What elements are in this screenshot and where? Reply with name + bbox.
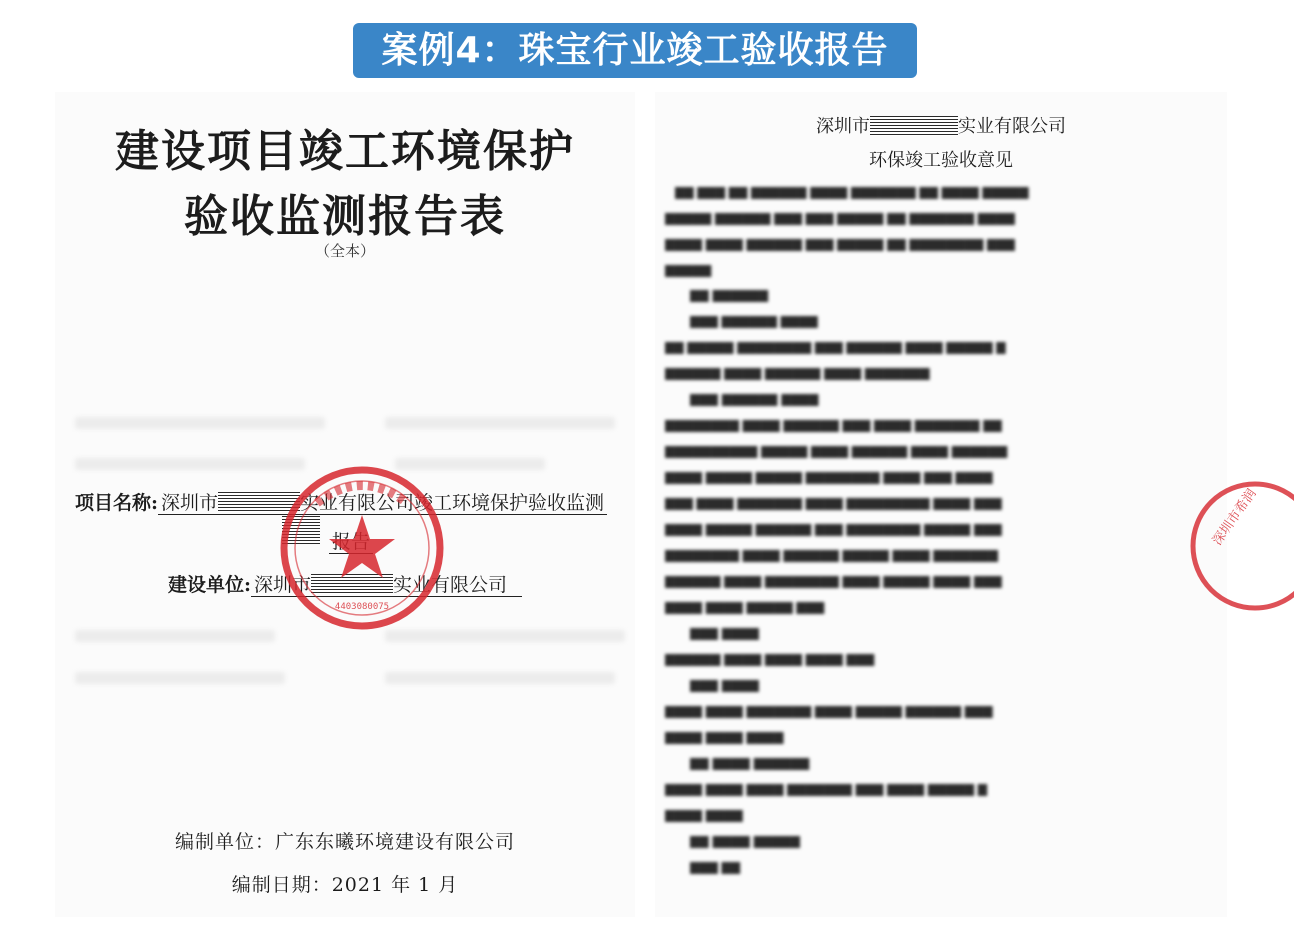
report-title-line-1: 建设项目竣工环境保护 xyxy=(115,126,575,177)
prepared-date: 编制日期：2021 年 1 月 xyxy=(231,874,459,896)
page-title-banner: 案例4：珠宝行业竣工验收报告 xyxy=(353,23,917,78)
builder-suffix: 实业有限公司 xyxy=(393,574,508,596)
blurred-paragraph-line: ████ ████ ████ xyxy=(665,732,784,744)
seal-text: 深圳市希润 xyxy=(1209,486,1260,549)
document-title: 环保竣工验收意见 xyxy=(869,150,1013,171)
blurred-paragraph-line: ██████ ████ ████ ████ ███ xyxy=(665,654,875,666)
blurred-paragraph-line: ████ ████ ████ ███████ ███ ████ █████ █ xyxy=(665,784,988,796)
blurred-paragraph-line: ████ ████ xyxy=(665,810,743,822)
blurred-paragraph-line: ██████ ████ ██████ ████ ███████ xyxy=(665,368,930,380)
prepared-by: 编制单位：广东东曦环境建设有限公司 xyxy=(174,831,515,853)
blurred-heading: ███ ████ xyxy=(690,628,759,640)
blurred-paragraph-line: ████ █████ █████ ████████ ████ ███ ████ xyxy=(665,472,993,484)
blurred-paragraph-line: ████ ████ █████ ███ xyxy=(665,602,825,614)
blurred-heading: ██ ████ █████ xyxy=(690,836,800,848)
project-name-prefix: 深圳市 xyxy=(161,492,219,514)
company-name-heading xyxy=(655,112,1227,138)
builder-label: 建设单位: xyxy=(168,574,252,596)
blurred-heading: ███ ██████ ████ xyxy=(690,316,818,328)
project-name-suffix: 实业有限公司竣工环境保护验收监测 xyxy=(300,492,605,514)
blurred-paragraph-line: ████████ ████ ██████ ███ ████ ███████ ██ xyxy=(665,420,1002,432)
report-cover-document xyxy=(55,92,635,917)
company-seal xyxy=(277,463,447,633)
acceptance-opinion-document xyxy=(655,92,1260,917)
blurred-paragraph-line: ██████████ █████ ████ ██████ ████ ██████ xyxy=(665,446,1008,458)
blurred-heading: ███ ██████ ████ xyxy=(690,394,819,406)
seal-number: 4403080075 xyxy=(334,602,390,612)
blurred-paragraph-line: ██████ ████ ████████ ████ █████ ████ ███ xyxy=(665,576,1002,588)
redaction-bar xyxy=(870,116,958,136)
blurred-heading: ███ ████ xyxy=(690,680,759,692)
blurred-paragraph-line: ██ ███ ██ ██████ ████ ███████ ██ ████ █████ xyxy=(675,187,1029,199)
company-name-prefix: 深圳市 xyxy=(816,116,870,137)
blurred-paragraph-line: ████ ████ ██████ ███ █████ ██ ████████ ███ xyxy=(665,239,1015,251)
blurred-heading: ███ ██ xyxy=(690,862,740,874)
blurred-heading: ██ ██████ xyxy=(690,290,769,302)
bleed-through-text xyxy=(75,630,275,642)
project-name-label: 项目名称: xyxy=(75,492,159,514)
bleed-through-text xyxy=(385,672,615,684)
report-title-line-2: 验收监测报告表 xyxy=(184,191,506,242)
bleed-through-text xyxy=(75,672,285,684)
company-seal-partial xyxy=(1185,476,1294,616)
blurred-paragraph-line: ████ ████ ███████ ████ █████ ██████ ███ xyxy=(665,706,993,718)
blurred-paragraph-line: ████ █████ ██████ ███ ████████ █████ ███ xyxy=(665,524,1002,536)
blurred-paragraph-line: ███ ████ ███████ ████ █████████ ████ ███ xyxy=(665,498,1002,510)
company-name-suffix: 实业有限公司 xyxy=(958,116,1066,137)
blurred-paragraph-line: ██ █████ ████████ ███ ██████ ████ █████ █ xyxy=(665,342,1006,354)
builder-prefix: 深圳市 xyxy=(254,574,312,596)
blurred-paragraph-line: █████ xyxy=(665,265,712,277)
bleed-through-text xyxy=(75,417,325,429)
blurred-paragraph-line: ████████ ████ ██████ █████ ████ ███████ xyxy=(665,550,998,562)
blurred-paragraph-line: █████ ██████ ███ ███ █████ ██ ███████ ████ xyxy=(665,213,1015,225)
blurred-heading: ██ ████ ██████ xyxy=(690,758,810,770)
bleed-through-text xyxy=(75,458,305,470)
full-copy-mark: （全本） xyxy=(314,242,375,260)
bleed-through-text xyxy=(385,417,615,429)
